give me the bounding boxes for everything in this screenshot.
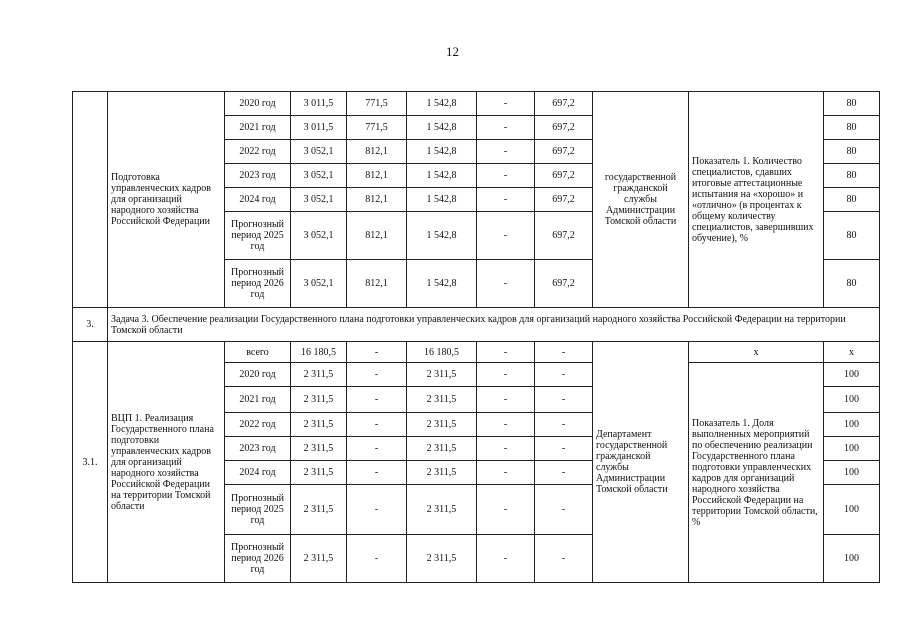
indicator-value-cell: 80 [824, 188, 880, 212]
indicator-value-cell: 100 [824, 363, 880, 387]
total-cell: 2 311,5 [291, 535, 347, 583]
indicator-value-cell: 80 [824, 212, 880, 260]
indicator-x-cell: х [689, 342, 824, 363]
indicator-value-cell: 100 [824, 387, 880, 413]
indicator-value-cell: 80 [824, 116, 880, 140]
indicator-value-cell: 80 [824, 164, 880, 188]
year-cell: 2024 год [225, 461, 291, 485]
total-cell: 16 180,5 [291, 342, 347, 363]
extra-cell: - [535, 363, 593, 387]
extra-cell: - [535, 461, 593, 485]
extra-cell: - [535, 535, 593, 583]
year-cell: 2023 год [225, 164, 291, 188]
row-number-cell [73, 92, 108, 308]
regional-cell: 1 542,8 [407, 92, 477, 116]
total-cell: 3 011,5 [291, 116, 347, 140]
extra-cell: 697,2 [535, 164, 593, 188]
federal-cell: 812,1 [347, 188, 407, 212]
regional-cell: 1 542,8 [407, 188, 477, 212]
extra-cell: 697,2 [535, 140, 593, 164]
local-cell: - [477, 535, 535, 583]
federal-cell: - [347, 437, 407, 461]
total-cell: 2 311,5 [291, 387, 347, 413]
local-cell: - [477, 363, 535, 387]
indicator-value-cell: 100 [824, 461, 880, 485]
total-cell: 2 311,5 [291, 461, 347, 485]
local-cell: - [477, 164, 535, 188]
row-number-cell: 3.1. [73, 342, 108, 583]
regional-cell: 2 311,5 [407, 363, 477, 387]
task-row [73, 308, 880, 342]
indicator-value-cell: 100 [824, 485, 880, 535]
federal-cell: - [347, 535, 407, 583]
regional-cell: 2 311,5 [407, 461, 477, 485]
total-cell: 2 311,5 [291, 485, 347, 535]
regional-cell: 16 180,5 [407, 342, 477, 363]
extra-cell: 697,2 [535, 116, 593, 140]
extra-cell: 697,2 [535, 188, 593, 212]
total-cell: 2 311,5 [291, 437, 347, 461]
activity-name-cell: ВЦП 1. Реализация Государственного плана подготовки управленческих кадров для организаций народного хозяйства Российской Федерации на территории Томской области [108, 342, 225, 583]
local-cell: - [477, 140, 535, 164]
extra-cell: - [535, 413, 593, 437]
regional-cell: 1 542,8 [407, 164, 477, 188]
local-cell: - [477, 188, 535, 212]
total-cell: 3 052,1 [291, 140, 347, 164]
task-number-cell: 3. [73, 308, 108, 342]
local-cell: - [477, 437, 535, 461]
local-cell: - [477, 387, 535, 413]
regional-cell: 2 311,5 [407, 413, 477, 437]
total-cell: 3 052,1 [291, 260, 347, 308]
extra-cell: 697,2 [535, 212, 593, 260]
extra-cell: - [535, 437, 593, 461]
local-cell: - [477, 485, 535, 535]
year-cell: всего [225, 342, 291, 363]
regional-cell: 2 311,5 [407, 437, 477, 461]
year-cell: Прогнозный период 2026 год [225, 260, 291, 308]
program-table [72, 91, 880, 583]
indicator-cell: Показатель 1. Доля выполненных мероприятий по обеспечению реализации Государственного плана подготовки управленческих кадров для организаций народного хозяйства Российской Федерации на территории Томской области, % [689, 363, 824, 583]
federal-cell: 812,1 [347, 140, 407, 164]
total-cell: 3 011,5 [291, 92, 347, 116]
local-cell: - [477, 116, 535, 140]
year-cell: 2024 год [225, 188, 291, 212]
year-cell: Прогнозный период 2025 год [225, 485, 291, 535]
indicator-value-cell: 100 [824, 413, 880, 437]
federal-cell: - [347, 387, 407, 413]
regional-cell: 1 542,8 [407, 116, 477, 140]
federal-cell: 812,1 [347, 260, 407, 308]
federal-cell: - [347, 485, 407, 535]
year-cell: Прогнозный период 2026 год [225, 535, 291, 583]
executor-cell: государственной гражданской службы Администрации Томской области [593, 92, 689, 308]
federal-cell: 812,1 [347, 212, 407, 260]
local-cell: - [477, 342, 535, 363]
extra-cell: 697,2 [535, 92, 593, 116]
indicator-value-cell: 80 [824, 140, 880, 164]
total-cell: 3 052,1 [291, 212, 347, 260]
federal-cell: 771,5 [347, 92, 407, 116]
table-row [73, 92, 880, 116]
task-text-cell: Задача 3. Обеспечение реализации Государственного плана подготовки управленческих кадров для организаций народного хозяйства Российской Федерации на территории Томской области [108, 308, 880, 342]
page-number: 12 [446, 44, 459, 59]
regional-cell: 2 311,5 [407, 387, 477, 413]
local-cell: - [477, 413, 535, 437]
year-cell: 2020 год [225, 92, 291, 116]
executor-cell: Департамент государственной гражданской службы Администрации Томской области [593, 342, 689, 583]
local-cell: - [477, 92, 535, 116]
indicator-value-cell: 80 [824, 92, 880, 116]
activity-name-cell: Подготовка управленческих кадров для организаций народного хозяйства Российской Федерации [108, 92, 225, 308]
total-cell: 2 311,5 [291, 413, 347, 437]
regional-cell: 1 542,8 [407, 212, 477, 260]
indicator-value-cell: х [824, 342, 880, 363]
local-cell: - [477, 212, 535, 260]
indicator-value-cell: 100 [824, 535, 880, 583]
regional-cell: 1 542,8 [407, 140, 477, 164]
year-cell: 2021 год [225, 116, 291, 140]
year-cell: 2022 год [225, 140, 291, 164]
year-cell: 2021 год [225, 387, 291, 413]
table-row [73, 342, 880, 363]
indicator-value-cell: 80 [824, 260, 880, 308]
year-cell: Прогнозный период 2025 год [225, 212, 291, 260]
total-cell: 3 052,1 [291, 188, 347, 212]
federal-cell: - [347, 342, 407, 363]
regional-cell: 2 311,5 [407, 535, 477, 583]
indicator-value-cell: 100 [824, 437, 880, 461]
year-cell: 2020 год [225, 363, 291, 387]
year-cell: 2022 год [225, 413, 291, 437]
total-cell: 2 311,5 [291, 363, 347, 387]
regional-cell: 1 542,8 [407, 260, 477, 308]
total-cell: 3 052,1 [291, 164, 347, 188]
extra-cell: 697,2 [535, 260, 593, 308]
federal-cell: 771,5 [347, 116, 407, 140]
extra-cell: - [535, 387, 593, 413]
year-cell: 2023 год [225, 437, 291, 461]
regional-cell: 2 311,5 [407, 485, 477, 535]
extra-cell: - [535, 342, 593, 363]
local-cell: - [477, 260, 535, 308]
federal-cell: - [347, 461, 407, 485]
indicator-cell: Показатель 1. Количество специалистов, сдавших итоговые аттестационные испытания на «хорошо» и «отлично» (в процентах к общему количеству специалистов, завершивших обучение), % [689, 92, 824, 308]
federal-cell: - [347, 413, 407, 437]
extra-cell: - [535, 485, 593, 535]
federal-cell: 812,1 [347, 164, 407, 188]
federal-cell: - [347, 363, 407, 387]
local-cell: - [477, 461, 535, 485]
